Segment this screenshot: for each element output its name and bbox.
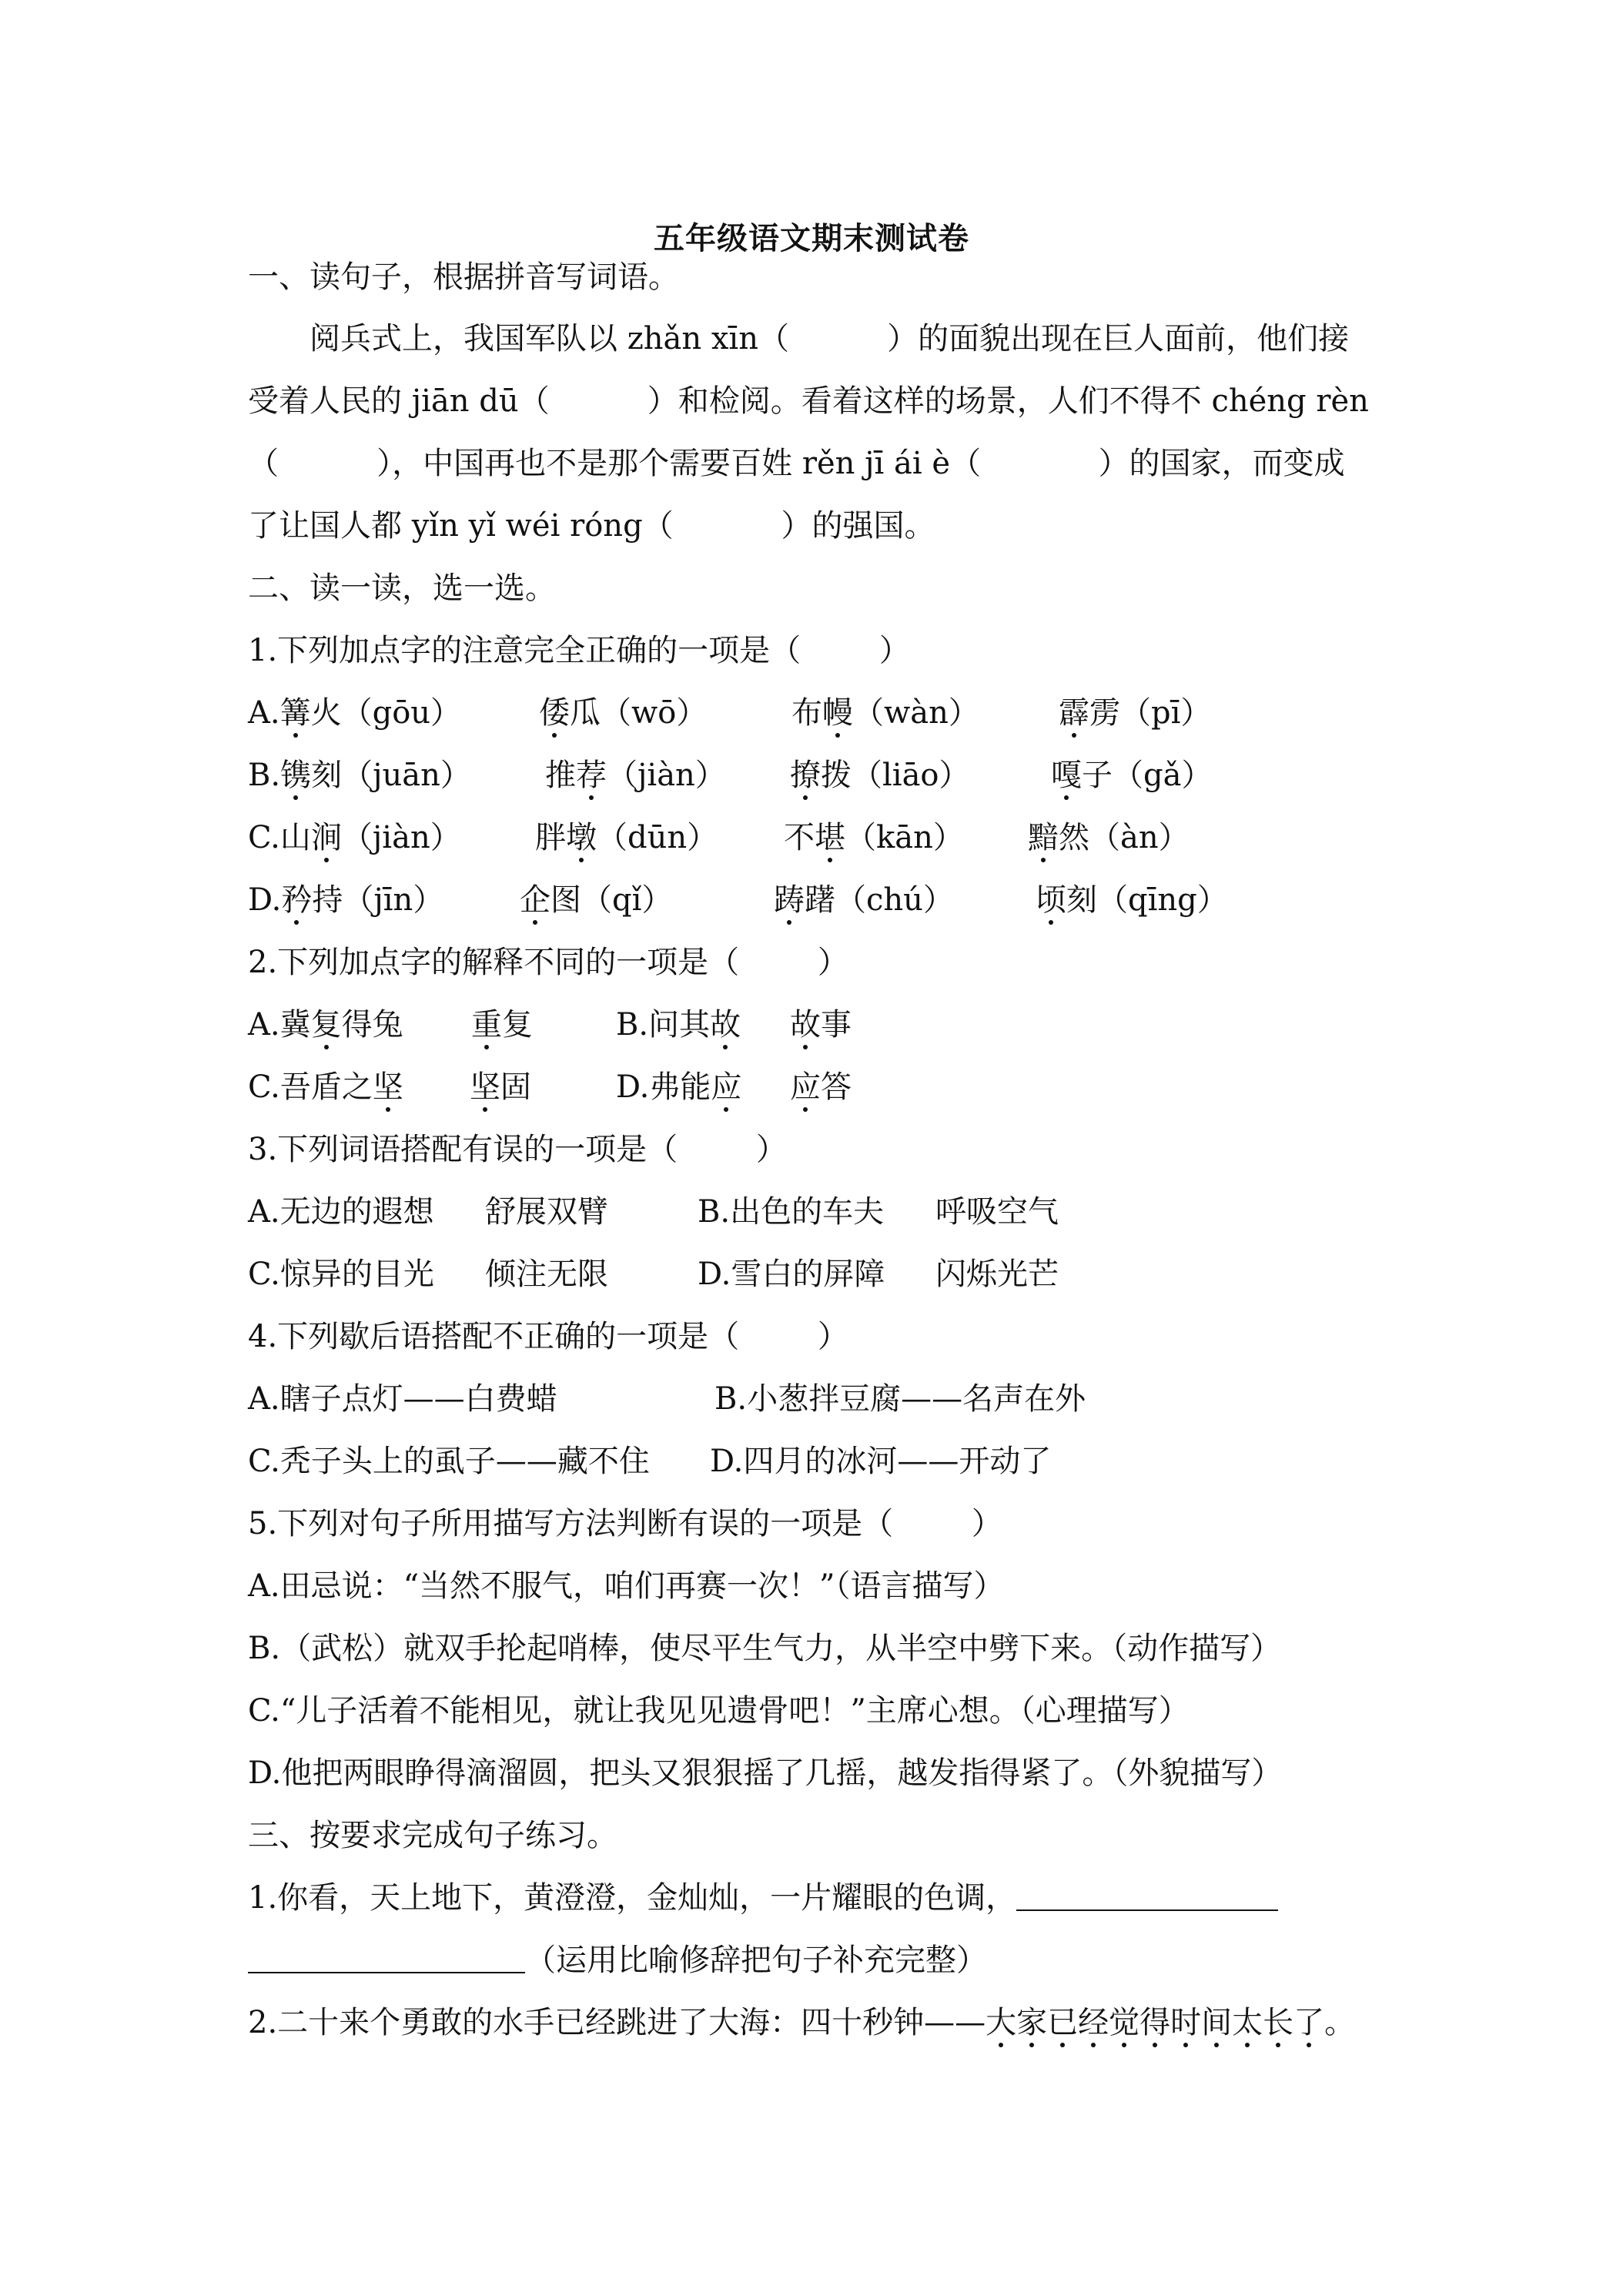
option-item: 胖墩（dūn）	[535, 820, 718, 855]
passage-line: 受着人民的 jiān dū（ ）和检阅。看着这样的场景，人们不得不 chéng rèn	[248, 383, 1369, 419]
dotted-char: 墩	[566, 820, 597, 855]
option-item: D.四月的冰河——开动了	[710, 1444, 1052, 1479]
option-item: C.秃子头上的虱子——藏不住	[248, 1444, 650, 1479]
dotted-char: 长	[1263, 2005, 1294, 2040]
option-item: B.小葱拌豆腐——名声在外	[714, 1381, 1086, 1417]
option-item: A.田忌说：“当然不服气，咱们再赛一次！”（语言描写）	[248, 1568, 1005, 1604]
option-item: 嘎子（gǎ）	[1051, 758, 1213, 793]
option-item: 霹雳（pī）	[1059, 695, 1212, 731]
dotted-char: 觉	[1109, 2005, 1140, 2040]
question-stem: 5.下列对句子所用描写方法判断有误的一项是（ ）	[248, 1506, 1002, 1541]
dotted-char: 堪	[815, 820, 845, 855]
passage-line: （ ），中国再也不是那个需要百姓 rěn jī ái è（ ）的国家，而变成	[248, 446, 1345, 481]
option-item: 故事	[790, 1007, 852, 1043]
dotted-char: 幔	[822, 695, 853, 731]
option-item: 企图（qǐ）	[520, 882, 673, 918]
dotted-char: 倭	[539, 695, 570, 731]
option-item: 倾注无限	[485, 1257, 608, 1292]
option-item: 应答	[790, 1069, 852, 1105]
option-item: D.矜持（jīn）	[248, 882, 444, 918]
dotted-char: 嘎	[1051, 758, 1082, 793]
option-item: A.冀复得兔	[248, 1007, 403, 1043]
option-item: B.镌刻（juān）	[248, 758, 471, 793]
dotted-char: 霹	[1059, 695, 1089, 731]
dotted-char: 家	[1016, 2005, 1048, 2040]
question-stem: 2.下列加点字的解释不同的一项是（ ）	[248, 945, 848, 980]
section-heading: 二、读一读，选一选。	[248, 571, 556, 606]
dotted-char: 黯	[1028, 820, 1059, 855]
dotted-char: 故	[790, 1007, 821, 1043]
page-title: 五年级语文期末测试卷	[654, 220, 969, 256]
question-stem: 4.下列歇后语搭配不正确的一项是（ ）	[248, 1319, 848, 1354]
dotted-char: 复	[310, 1007, 342, 1043]
dotted-char: 篝	[279, 695, 311, 731]
dotted-char: 大	[986, 2005, 1017, 2040]
dotted-char: 撩	[790, 758, 821, 793]
option-item: A.篝火（gōu）	[248, 695, 462, 731]
option-item: 重复	[471, 1007, 533, 1043]
option-item: 呼吸空气	[935, 1194, 1059, 1230]
dotted-char: 涧	[310, 820, 342, 855]
option-item: B.（武松）就双手抡起哨棒，使尽平生气力，从半空中劈下来。（动作描写）	[248, 1631, 1282, 1666]
dotted-char: 应	[790, 1069, 821, 1105]
dotted-char: 经	[1078, 2005, 1109, 2040]
dotted-char: 荐	[576, 758, 607, 793]
option-item: C.吾盾之坚	[248, 1069, 403, 1105]
option-item: C.山涧（jiàn）	[248, 820, 461, 855]
option-item: 顷刻（qīng）	[1036, 882, 1228, 918]
option-item: 黯然（àn）	[1028, 820, 1190, 855]
option-item: D.雪白的屏障	[698, 1257, 885, 1292]
exercise-line: 1.你看，天上地下，黄澄澄，金灿灿，一片耀眼的色调，	[248, 1879, 1278, 1916]
section-heading: 三、按要求完成句子练习。	[248, 1818, 617, 1853]
dotted-char: 坚	[372, 1069, 403, 1105]
dotted-char: 坚	[470, 1069, 500, 1105]
dotted-char: 踌	[774, 882, 805, 918]
question-stem: 3.下列词语搭配有误的一项是（ ）	[248, 1132, 787, 1167]
dotted-char: 了	[1293, 2005, 1325, 2040]
option-item: 倭瓜（wō）	[539, 695, 708, 731]
exercise-line: 2.二十来个勇敢的水手已经跳进了大海：四十秒钟——大家已经觉得时间太长了。	[248, 2005, 1356, 2040]
option-item: 撩拨（liāo）	[790, 758, 970, 793]
option-item: A.无边的遐想	[248, 1194, 434, 1230]
option-item: 闪烁光芒	[935, 1257, 1059, 1292]
option-item: C.惊异的目光	[248, 1257, 434, 1292]
dotted-char: 得	[1139, 2005, 1171, 2040]
question-stem: 1.下列加点字的注意完全正确的一项是（ ）	[248, 633, 910, 668]
option-item: 不堪（kān）	[784, 820, 964, 855]
answer-blank[interactable]	[248, 1946, 525, 1973]
dotted-char: 已	[1047, 2005, 1079, 2040]
answer-blank[interactable]	[1016, 1883, 1278, 1911]
dotted-char: 镌	[280, 758, 312, 793]
dotted-char: 重	[471, 1007, 502, 1043]
option-item: D.他把两眼睁得滴溜圆，把头又狠狠摇了几摇，越发指得紧了。（外貌描写）	[248, 1755, 1283, 1791]
dotted-char: 间	[1201, 2005, 1233, 2040]
option-item: A.瞎子点灯——白费蜡	[248, 1381, 557, 1417]
option-item: 坚固	[470, 1069, 531, 1105]
option-item: C.“儿子活着不能相见，就让我见见遗骨吧！”主席心想。（心理描写）	[248, 1693, 1190, 1729]
dotted-char: 应	[711, 1069, 742, 1105]
option-item: D.弗能应	[616, 1069, 742, 1105]
passage-line: 阅兵式上，我国军队以 zhǎn xīn（ ）的面貌出现在巨人面前，他们接	[310, 321, 1350, 356]
dotted-char: 故	[710, 1007, 741, 1043]
passage-line: 了让国人都 yǐn yǐ wéi róng（ ）的强国。	[248, 508, 935, 544]
dotted-char: 顷	[1036, 882, 1066, 918]
dotted-char: 太	[1232, 2005, 1263, 2040]
option-item: 踌躇（chú）	[774, 882, 954, 918]
dotted-char: 矜	[281, 882, 313, 918]
dotted-char: 企	[520, 882, 550, 918]
option-item: B.出色的车夫	[698, 1194, 885, 1230]
option-item: 布幔（wàn）	[791, 695, 979, 731]
option-item: 推荐（jiàn）	[545, 758, 726, 793]
dotted-char: 时	[1170, 2005, 1202, 2040]
exercise-line: （运用比喻修辞把句子补充完整）	[248, 1942, 987, 1979]
option-item: 舒展双臂	[485, 1194, 608, 1230]
option-item: B.问其故	[616, 1007, 741, 1043]
section-heading: 一、读句子，根据拼音写词语。	[248, 259, 679, 295]
